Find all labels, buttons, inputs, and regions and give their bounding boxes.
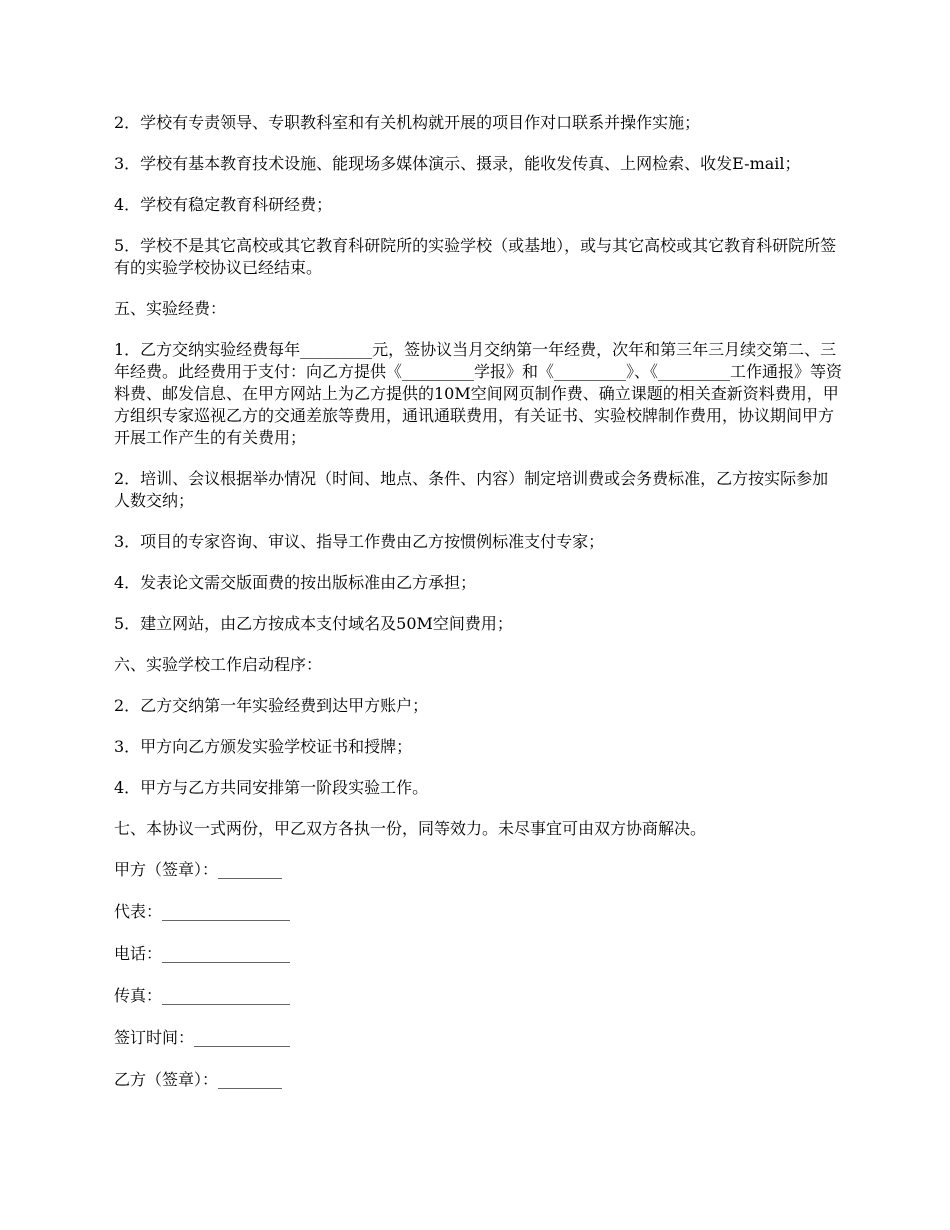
- section-5-heading: 五、实验经费：: [114, 299, 227, 318]
- clause-3-facilities: 3．学校有基本教育技术设施、能现场多媒体演示、摄录，能收发传真、上网检索、收发E-mail；: [114, 154, 801, 173]
- startup-step-3: 3．甲方向乙方颁发实验学校证书和授牌；: [114, 737, 413, 756]
- party-a-seal-line: 甲方（签章）：________: [114, 860, 283, 879]
- fee-clause-3: 3．项目的专家咨询、审议、指导工作费由乙方按惯例标准支付专家；: [114, 532, 605, 551]
- document-body: [114, 112, 844, 1111]
- fee-clause-1: 1．乙方交纳实验经费每年_________元，签协议当月交纳第一年经费，次年和第三年三月续交第二、三年经费。此经费用于支付：向乙方提供《_________学报》和《_________》、《_________工作通报》等资料费、邮发信息、在甲方网站上为乙方提供的10M空间网页制作费、确立课题的相关查新资料费用，甲方组织专家巡视乙方的交通差旅等费用，通讯通联费用，有关证书、实验校牌制作费用，协议期间甲方开展工作产生的有关费用；: [114, 340, 843, 447]
- startup-step-2: 2．乙方交纳第一年实验经费到达甲方账户；: [114, 696, 429, 715]
- section-6-heading: 六、实验学校工作启动程序：: [114, 655, 323, 674]
- party-b-seal-line: 乙方（签章）：________: [114, 1070, 283, 1089]
- fee-clause-5: 5．建立网站，由乙方按成本支付域名及50M空间费用；: [114, 614, 513, 633]
- startup-step-4: 4．甲方与乙方共同安排第一阶段实验工作。: [114, 778, 429, 797]
- fax-line: 传真：________________: [114, 986, 291, 1005]
- signing-date-line: 签订时间：____________: [114, 1028, 291, 1047]
- clause-2-leadership: 2．学校有专责领导、专职教科室和有关机构就开展的项目作对口联系并操作实施；: [114, 113, 701, 132]
- fee-clause-4: 4．发表论文需交版面费的按出版标准由乙方承担；: [114, 573, 477, 592]
- representative-line: 代表：________________: [114, 902, 291, 921]
- phone-line: 电话：________________: [114, 944, 291, 963]
- fee-clause-2: 2．培训、会议根据举办情况（时间、地点、条件、内容）制定培训费或会务费标准，乙方按实际参加人数交纳；: [114, 469, 829, 510]
- section-7-terms: 七、本协议一式两份，甲乙双方各执一份，同等效力。未尽事宜可由双方协商解决。: [114, 819, 707, 838]
- clause-5-exclusivity: 5．学校不是其它高校或其它教育科研院所的实验学校（或基地），或与其它高校或其它教育科研院所签有的实验学校协议已经结束。: [114, 236, 837, 277]
- clause-4-funding: 4．学校有稳定教育科研经费；: [114, 195, 333, 214]
